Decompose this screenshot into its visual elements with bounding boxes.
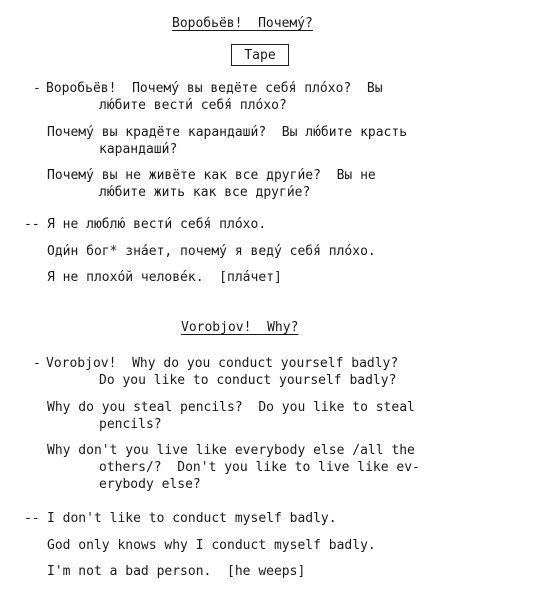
speaker-marker-4: -- bbox=[24, 511, 40, 526]
english-line: Why don't you live like everybody else /all the bbox=[47, 443, 415, 458]
russian-line: Я не плохо́й челове́к. [пла́чет] bbox=[47, 270, 282, 285]
russian-line: Почему́ вы не живёте как все други́е? Вы не bbox=[47, 168, 376, 183]
english-line: God only knows why I conduct myself badly. bbox=[47, 538, 376, 553]
russian-title: Воробьёв! Почему́? bbox=[172, 16, 313, 31]
russian-line: Почему́ вы крадёте карандаши́? Вы лю́бите красть bbox=[47, 125, 408, 140]
russian-line: лю́бите жить как все други́е? bbox=[99, 185, 311, 200]
english-line: Why do you steal pencils? Do you like to steal bbox=[47, 400, 415, 415]
russian-line: Я не люблю́ вести́ себя́ пло́хо. bbox=[47, 217, 267, 232]
english-title: Vorobjov! Why? bbox=[181, 320, 299, 335]
russian-line: карандаши́? bbox=[99, 142, 178, 157]
tape-label: Tape bbox=[244, 47, 276, 63]
english-line: Vorobjov! Why do you conduct yourself badly? bbox=[46, 356, 399, 371]
tape-box bbox=[231, 44, 289, 66]
russian-line: лю́бите вести́ себя́ пло́хо? bbox=[99, 98, 287, 113]
russian-line: Оди́н бог* зна́ет, почему́ я веду́ себя́ пло́хо. bbox=[47, 244, 376, 259]
english-line: pencils? bbox=[99, 417, 162, 432]
english-line: I don't like to conduct myself badly. bbox=[47, 511, 337, 526]
english-line: I'm not a bad person. [he weeps] bbox=[47, 564, 306, 579]
speaker-marker-2: -- bbox=[24, 217, 40, 232]
russian-line: Воробьёв! Почему́ вы ведёте себя́ пло́хо? Вы bbox=[46, 81, 383, 96]
english-line: Do you like to conduct yourself badly? bbox=[99, 373, 397, 388]
speaker-marker-1: - bbox=[33, 81, 41, 96]
speaker-marker-3: - bbox=[33, 356, 41, 371]
english-line: others/? Don't you like to live like ev- bbox=[99, 460, 420, 475]
english-line: erybody else? bbox=[99, 477, 201, 492]
